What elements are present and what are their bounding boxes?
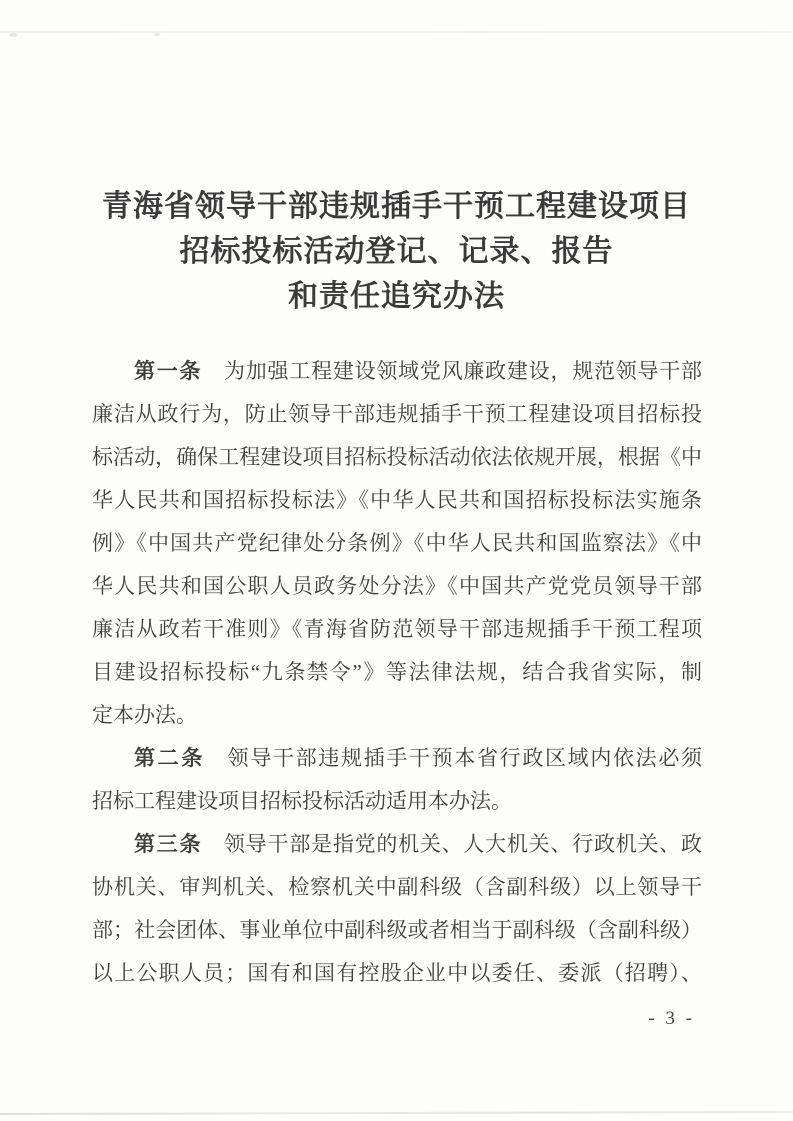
body-line-text: 领导干部是指党的机关、人大机关、行政机关、政: [202, 832, 702, 856]
body-line-text: 为加强工程建设领域党风廉政建设，规范领导干部: [202, 359, 702, 383]
body-line-text: 部；社会团体、事业单位中副科级或者相当于副科级（含副科级）: [92, 918, 702, 942]
article-number: 第一条: [134, 359, 203, 383]
article-number: 第三条: [134, 832, 203, 856]
body-line-text: 目建设招标投标“九条禁令”》等法律法规，结合我省实际，制: [92, 660, 702, 684]
body-line: [92, 350, 702, 393]
body-line: [92, 651, 702, 694]
article-number: 第二条: [134, 746, 205, 770]
body-line: [92, 436, 702, 479]
body-line-text: 例》《中国共产党纪律处分条例》《中华人民共和国监察法》《中: [92, 531, 702, 555]
body-line: [92, 866, 702, 909]
body-line: [92, 565, 702, 608]
body-line-text: 领导干部违规插手干预本省行政区域内依法必须: [205, 746, 702, 770]
body-line-text: 廉洁从政若干准则》《青海省防范领导干部违规插手干预工程项: [92, 617, 702, 641]
body-line: [92, 522, 702, 565]
document-title-line-3: 和责任追究办法: [288, 280, 505, 313]
body-line-text: 协机关、审判机关、检察机关中副科级（含副科级）以上领导干: [92, 875, 702, 899]
body-line: [92, 909, 702, 952]
body-line: [92, 823, 702, 866]
scan-artifact-speck: [9, 33, 17, 37]
document-body: [92, 350, 702, 995]
body-line-text: 招标工程建设项目招标投标活动适用本办法。: [92, 789, 512, 813]
body-line-text: 华人民共和国招标投标法》《中华人民共和国招标投标法实施条: [92, 488, 702, 512]
scan-artifact-speck: [154, 33, 160, 36]
body-line: [92, 952, 702, 995]
scan-artifact-top-edge: [0, 31, 793, 33]
body-line-text: 定本办法。: [92, 703, 197, 727]
body-line-text: 廉洁从政行为，防止领导干部违规插手干预工程建设项目招标投: [92, 402, 702, 426]
body-line: [92, 694, 702, 737]
body-line-text: 标活动，确保工程建设项目招标投标活动依法依规开展，根据《中: [92, 445, 702, 469]
page-number: - 3 -: [648, 1008, 695, 1029]
body-line: [92, 737, 702, 780]
body-line: [92, 479, 702, 522]
scan-artifact-bottom-edge: [0, 1111, 793, 1115]
body-line-text: 以上公职人员；国有和国有控股企业中以委任、委派（招聘）、: [92, 961, 702, 985]
document-title-line-2: 招标投标活动登记、记录、报告: [179, 235, 614, 268]
body-line: [92, 393, 702, 436]
body-line-text: 华人民共和国公职人员政务处分法》《中国共产党党员领导干部: [92, 574, 702, 598]
document-title: [0, 184, 793, 319]
body-line: [92, 780, 702, 823]
body-line: [92, 608, 702, 651]
document-title-line-1: 青海省领导干部违规插手干预工程建设项目: [102, 190, 691, 223]
